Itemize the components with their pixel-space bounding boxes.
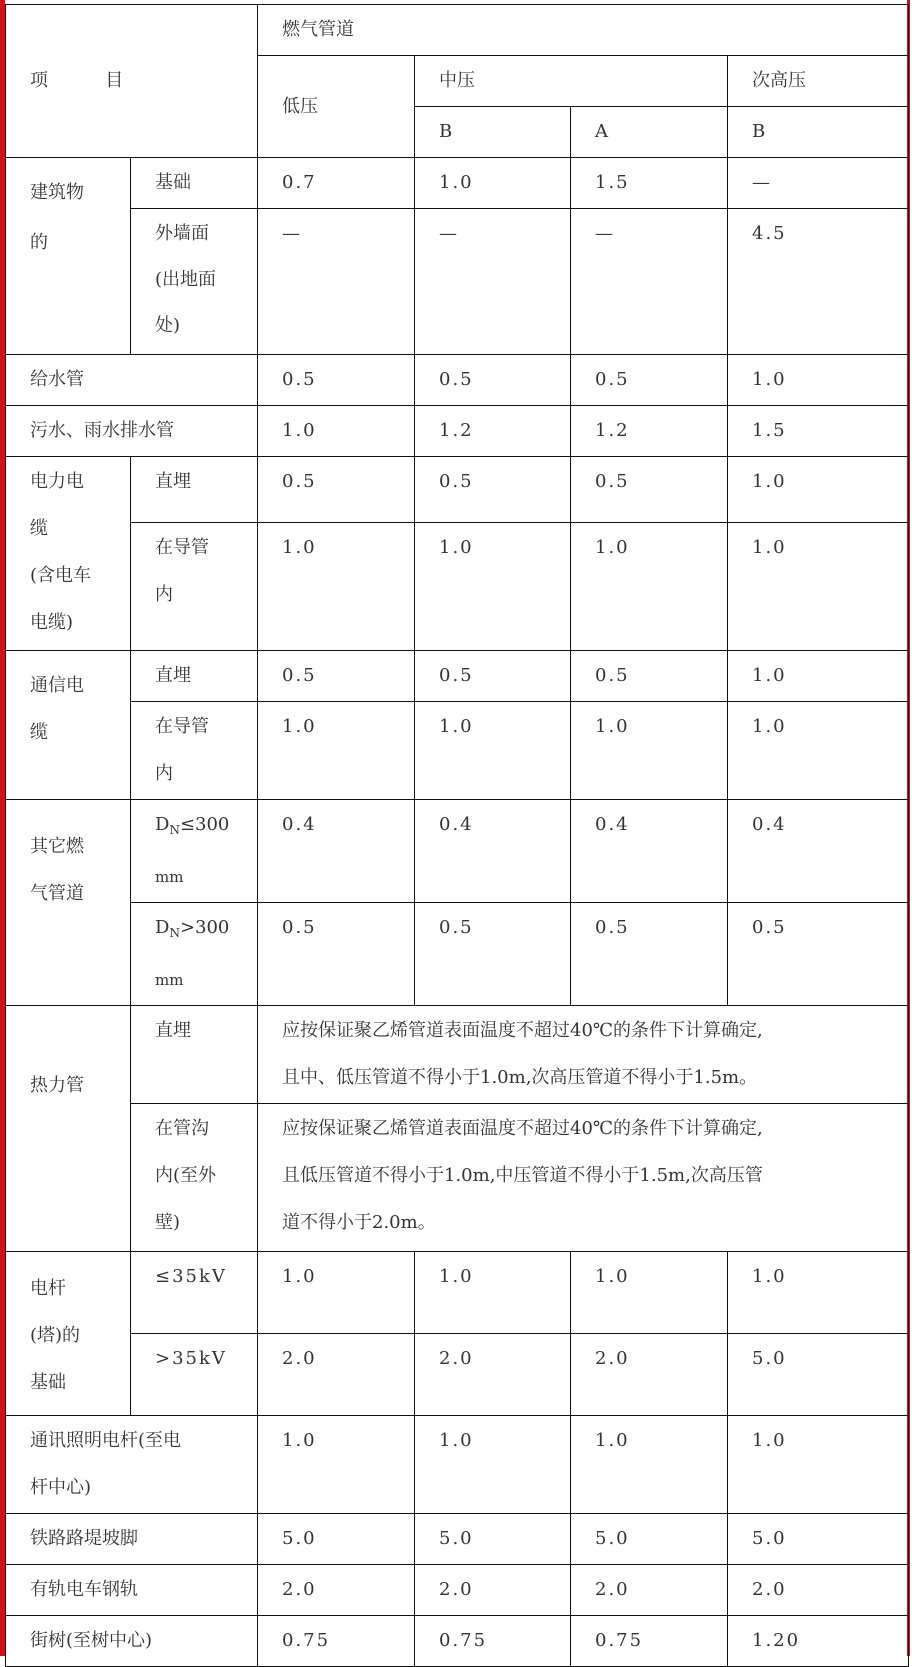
value-cell: 1.5 (728, 406, 909, 457)
value-cell: 0.5 (571, 651, 728, 702)
pole-foundation-label: 电杆 (塔)的 基础 (6, 1252, 131, 1416)
gas-pipe-header: 燃气管道 (258, 5, 909, 56)
value-cell: 0.75 (571, 1616, 728, 1667)
value-cell: 0.5 (571, 457, 728, 523)
value-cell: 5.0 (571, 1514, 728, 1565)
table-row (6, 457, 909, 523)
value-cell: 1.0 (728, 457, 909, 523)
value-cell: — (728, 158, 909, 209)
table-row (6, 1416, 909, 1514)
table-row (6, 406, 909, 457)
gas-pipe-clearance-table (5, 4, 909, 1667)
item-header: 项 目 (6, 5, 258, 158)
value-cell: 1.0 (728, 523, 909, 651)
value-cell: 0.5 (571, 903, 728, 1006)
value-cell: 4.5 (728, 209, 909, 355)
value-cell: 0.5 (728, 903, 909, 1006)
sub-high-pressure-header: 次高压 (728, 56, 909, 107)
value-cell: 1.0 (258, 406, 415, 457)
pole-low-kv-label: ≤35kV (131, 1252, 258, 1334)
value-cell: 0.4 (571, 800, 728, 903)
value-cell: 5.0 (258, 1514, 415, 1565)
value-cell: 0.75 (415, 1616, 571, 1667)
railway-label: 铁路路堤坡脚 (6, 1514, 258, 1565)
value-cell: — (258, 209, 415, 355)
header-row-1 (6, 5, 909, 56)
other-gas-large-label: $D_N>300$ mm (131, 903, 258, 1006)
other-gas-label: 其它燃 气管道 (6, 800, 131, 1006)
pole-high-kv-label: >35kV (131, 1334, 258, 1416)
telecom-direct-label: 直埋 (131, 651, 258, 702)
value-cell: 1.0 (258, 1252, 415, 1334)
value-cell: 1.0 (728, 1416, 909, 1514)
power-cable-label: 电力电 缆 (含电车 电缆) (6, 457, 131, 651)
medium-pressure-header: 中压 (415, 56, 728, 107)
value-cell: 0.5 (258, 903, 415, 1006)
table-row (6, 800, 909, 903)
building-outer-wall-label: 外墙面 (出地面 处) (131, 209, 258, 355)
value-cell: 2.0 (571, 1334, 728, 1416)
table-row (6, 1334, 909, 1416)
building-label: 建筑物 的 (6, 158, 131, 355)
power-cable-conduit-label: 在导管 内 (131, 523, 258, 651)
heat-pipe-direct-label: 直埋 (131, 1006, 258, 1104)
value-cell: 0.4 (258, 800, 415, 903)
value-cell: 1.0 (571, 1252, 728, 1334)
table-row (6, 209, 909, 355)
value-cell: — (415, 209, 571, 355)
value-cell: 1.0 (571, 523, 728, 651)
telecom-cable-label: 通信电 缆 (6, 651, 131, 800)
value-cell: 1.0 (415, 1252, 571, 1334)
value-cell: 0.5 (258, 355, 415, 406)
value-cell: 1.2 (415, 406, 571, 457)
telecom-conduit-label: 在导管 内 (131, 702, 258, 800)
medium-a-header: A (571, 107, 728, 158)
value-cell: 5.0 (415, 1514, 571, 1565)
power-cable-direct-label: 直埋 (131, 457, 258, 523)
table-row (6, 1006, 909, 1104)
value-cell: 2.0 (415, 1334, 571, 1416)
value-cell: 0.5 (258, 457, 415, 523)
value-cell: 0.7 (258, 158, 415, 209)
sewage-label: 污水、雨水排水管 (6, 406, 258, 457)
value-cell: 0.5 (571, 355, 728, 406)
value-cell: 0.5 (415, 457, 571, 523)
heat-pipe-trench-label: 在管沟 内(至外 壁) (131, 1104, 258, 1252)
heat-pipe-label: 热力管 (6, 1006, 131, 1252)
sub-high-b-header: B (728, 107, 909, 158)
value-cell: 2.0 (415, 1565, 571, 1616)
table-row (6, 355, 909, 406)
value-cell: 1.0 (728, 702, 909, 800)
building-foundation-label: 基础 (131, 158, 258, 209)
value-cell: 1.0 (258, 1416, 415, 1514)
other-gas-small-label: $D_N\le 300$ mm (131, 800, 258, 903)
table-row (6, 523, 909, 651)
lighting-pole-label: 通讯照明电杆(至电 杆中心) (6, 1416, 258, 1514)
table-row (6, 903, 909, 1006)
table-row (6, 1252, 909, 1334)
table-row (6, 1565, 909, 1616)
value-cell: 1.0 (258, 702, 415, 800)
tram-rail-label: 有轨电车钢轨 (6, 1565, 258, 1616)
value-cell: 5.0 (728, 1514, 909, 1565)
heat-pipe-trench-note: 应按保证聚乙烯管道表面温度不超过40℃的条件下计算确定, 且低压管道不得小于1.0m,中压管道不得小于1.5m,次高压管 道不得小于2.0m。 (258, 1104, 909, 1252)
heat-pipe-direct-note: 应按保证聚乙烯管道表面温度不超过40℃的条件下计算确定, 且中、低压管道不得小于1.0m,次高压管道不得小于1.5m。 (258, 1006, 909, 1104)
value-cell: 1.0 (415, 523, 571, 651)
value-cell: 0.5 (258, 651, 415, 702)
value-cell: 1.2 (571, 406, 728, 457)
value-cell: 0.5 (415, 651, 571, 702)
water-supply-label: 给水管 (6, 355, 258, 406)
value-cell: — (571, 209, 728, 355)
value-cell: 1.0 (415, 158, 571, 209)
table-row (6, 702, 909, 800)
value-cell: 2.0 (258, 1334, 415, 1416)
value-cell: 1.0 (571, 1416, 728, 1514)
value-cell: 0.75 (258, 1616, 415, 1667)
value-cell: 2.0 (728, 1565, 909, 1616)
low-pressure-header: 低压 (258, 56, 415, 158)
value-cell: 1.5 (571, 158, 728, 209)
table-row (6, 158, 909, 209)
value-cell: 1.0 (415, 1416, 571, 1514)
street-tree-label: 街树(至树中心) (6, 1616, 258, 1667)
value-cell: 1.20 (728, 1616, 909, 1667)
table-row (6, 1616, 909, 1667)
value-cell: 1.0 (728, 355, 909, 406)
value-cell: 1.0 (728, 1252, 909, 1334)
value-cell: 1.0 (258, 523, 415, 651)
table-row (6, 1104, 909, 1252)
table-row (6, 651, 909, 702)
value-cell: 1.0 (415, 702, 571, 800)
table-row (6, 1514, 909, 1565)
value-cell: 2.0 (571, 1565, 728, 1616)
value-cell: 0.5 (415, 355, 571, 406)
value-cell: 0.5 (415, 903, 571, 1006)
medium-b-header: B (415, 107, 571, 158)
value-cell: 5.0 (728, 1334, 909, 1416)
value-cell: 1.0 (571, 702, 728, 800)
value-cell: 0.4 (728, 800, 909, 903)
value-cell: 2.0 (258, 1565, 415, 1616)
value-cell: 1.0 (728, 651, 909, 702)
value-cell: 0.4 (415, 800, 571, 903)
